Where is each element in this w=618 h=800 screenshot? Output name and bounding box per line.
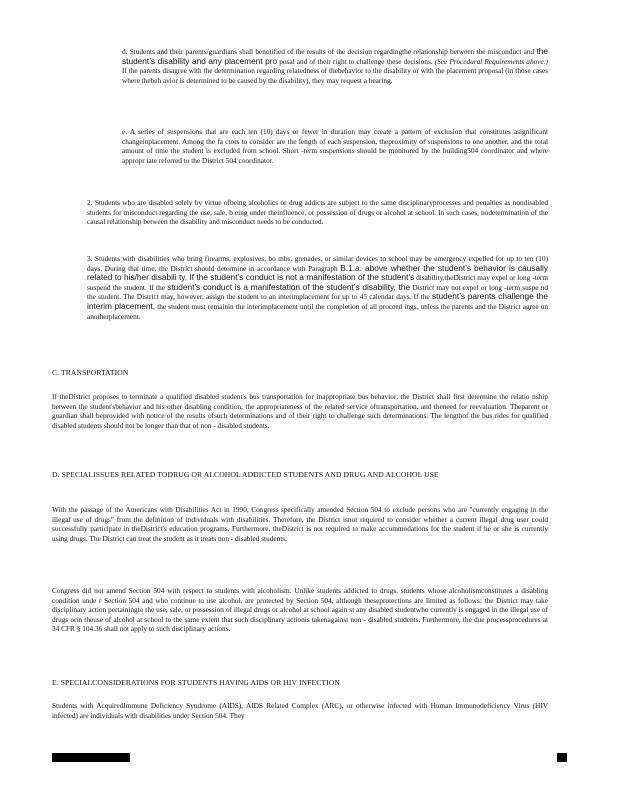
paragraph-d-text-5: If the parents disagree with the determination regarding relatedness of thebehavior to the disability or with the placement proposal (in those cases where thebeh avior is determined to be caused by the disability), they may request a hearing.: [122, 66, 548, 85]
paragraph-3-text-1: 3. Students with disabilities who bring firearms, explosives, bo mbs, grenades, or similar devices to school may be emergency expelled for up to ten (10) days. During that time, the District should determine in accordance with Paragraph: [87, 254, 548, 273]
paragraph-d1-text: With the passage of the Americans with Disabilities Act in 1990, Congress specifically amended Section 504 to exclude persons who are "currently engaging in the illegal use of drugs" from the definition of individuals with disabilities. Therefore, the District isnot required to consider whether a current illegal drug user could successfully participate in theDistrict's education programs. Furthermore, theDistrict is not required to make accommodations for the student if he or she is currently using drugs. The District can treat the student as it treats non - disabled students.: [52, 505, 548, 543]
paragraph-3-text-5: District may not expel or long -term suspe nd the student. The District may, however, assign the student to an interimplacement for up to 45 calendar days. If the: [87, 282, 548, 302]
paragraph-c-text: If theDistrict proposes to terminate a qualified disabled student's bus transportation for inappropriate bus behavior, the District shall first determine the relatio nship between the student'sbehavior and his other disabling condition, the appropriateness of the related service oftransportation, and theneed for reevaluation. Theparent or guardian shall beprovided with notice of the results ofsuch determinations and of their right to challenge such determinations. The lengthof the bus rides for qualified disabled students should not be longer than that of non - disabled students.: [52, 392, 548, 430]
paragraph-e2-text: Students with AcquiredImmune Deficiency Syndrome (AIDS), AIDS Related Complex (ARC), or otherwise infected with Human Immunodeficiency Virus (HIV infected) are individuals with disabilities under Section 504. They: [52, 701, 548, 720]
paragraph-d-text-2: the student’s disability and any placement pro: [122, 46, 548, 66]
paragraph-d-notification: [122, 47, 548, 85]
paragraph-3-text-3: disability,theDistrict may expel or long -term suspend the student. If the: [87, 273, 548, 292]
paragraph-2-alcohol-drug: [87, 198, 548, 227]
paragraph-d-text-3: posal and of their right to challenge these decisions.: [279, 56, 433, 66]
paragraph-3-text-4: student’s conduct is a manifestation of the student’s disability, the: [167, 281, 411, 292]
footer-bar-right: [557, 753, 567, 762]
paragraph-d2-text: Congress did not amend Section 504 with respect to students with alcoholism. Unlike students addicted to drugs, students whose alcoholismconstitutes a disabling condition unde r Section 504 and who continue to use alcohol, are protected by Section 504, although theseprotections are limited as follows: the District may take disciplinary action pertainingto the use, sale, or possession of illegal drugs or alcohol at school again st any disabled studentwho currently is engaged in the illegal use of drugs orin theuse of alcohol at school to the same extent that such disciplinary actionis takenagainst non - disabled students. Furthermore, the due processprocedures at 34 CFR § 104.36 shall not apply to such disciplinary actions.: [52, 586, 548, 634]
paragraph-c-transportation: [52, 392, 548, 430]
paragraph-d-drugs: [52, 505, 548, 543]
paragraph-d-text-1: d. Students and their parents/guardians shall benotified of the results of the decision regardingthe relationship between the misconduct and: [122, 47, 535, 56]
paragraph-3-text-2: B.1.a. above whether the student’s behavior is causally related to his/her disabili ty. If the student’s conduct is not a manifestation of the student’s: [87, 262, 548, 283]
paragraph-d-text-4: (See Procedural Requirements above.): [434, 56, 548, 66]
paragraph-e-text: e. A series of suspensions that are each ten (10) days or fewer in duration may create a pattern of exclusion that constitutes asignificant changeinplacement. Among the fa ctors to consider are the length of each suspension, theproximity of suspensions to one another, and the total amount of time the student is excluded from school. Short -term suspensions should be monitored by the building504 coordinator and where appropr iate referred to the District 504 coordinator.: [122, 127, 548, 165]
footer-bar-left: [52, 753, 130, 762]
paragraph-d-alcoholism: [52, 586, 548, 634]
paragraph-3-firearms: [87, 254, 548, 321]
heading-e-aids-hiv: E. SPECIALCONSIDERATIONS FOR STUDENTS HAVING AIDS OR HIV INFECTION: [52, 678, 340, 687]
paragraph-3-text-7: the student must remainin the interimplacement until the completion of all proceed ings, unless the parents and the District agree on anotherplacement.: [87, 301, 548, 321]
heading-d-drug-alcohol: D. SPECIALISSUES RELATED TODRUG OR ALCOHOL ADDICTED STUDENTS AND DRUG AND ALCOHOL USE: [52, 470, 439, 479]
heading-c-transportation: C. TRANSPORTATION: [52, 368, 129, 377]
paragraph-3-text-6: student’s parents challenge the interim placement,: [87, 291, 549, 311]
paragraph-e-aids: [52, 701, 548, 720]
paragraph-e-suspensions: [122, 127, 548, 165]
paragraph-2-text: 2. Students who are disabled solely by virtue ofbeing alcoholics or drug addicts are subject to the same disciplinaryprocesses and penalties as nondisabled students for misconduct regarding the use, sale, b eing under theinfluence, or possession of drugs or alcohol at school. In such cases, nodetermination of the causal relationship between the disability and misconduct needs to be conducted.: [87, 198, 548, 227]
